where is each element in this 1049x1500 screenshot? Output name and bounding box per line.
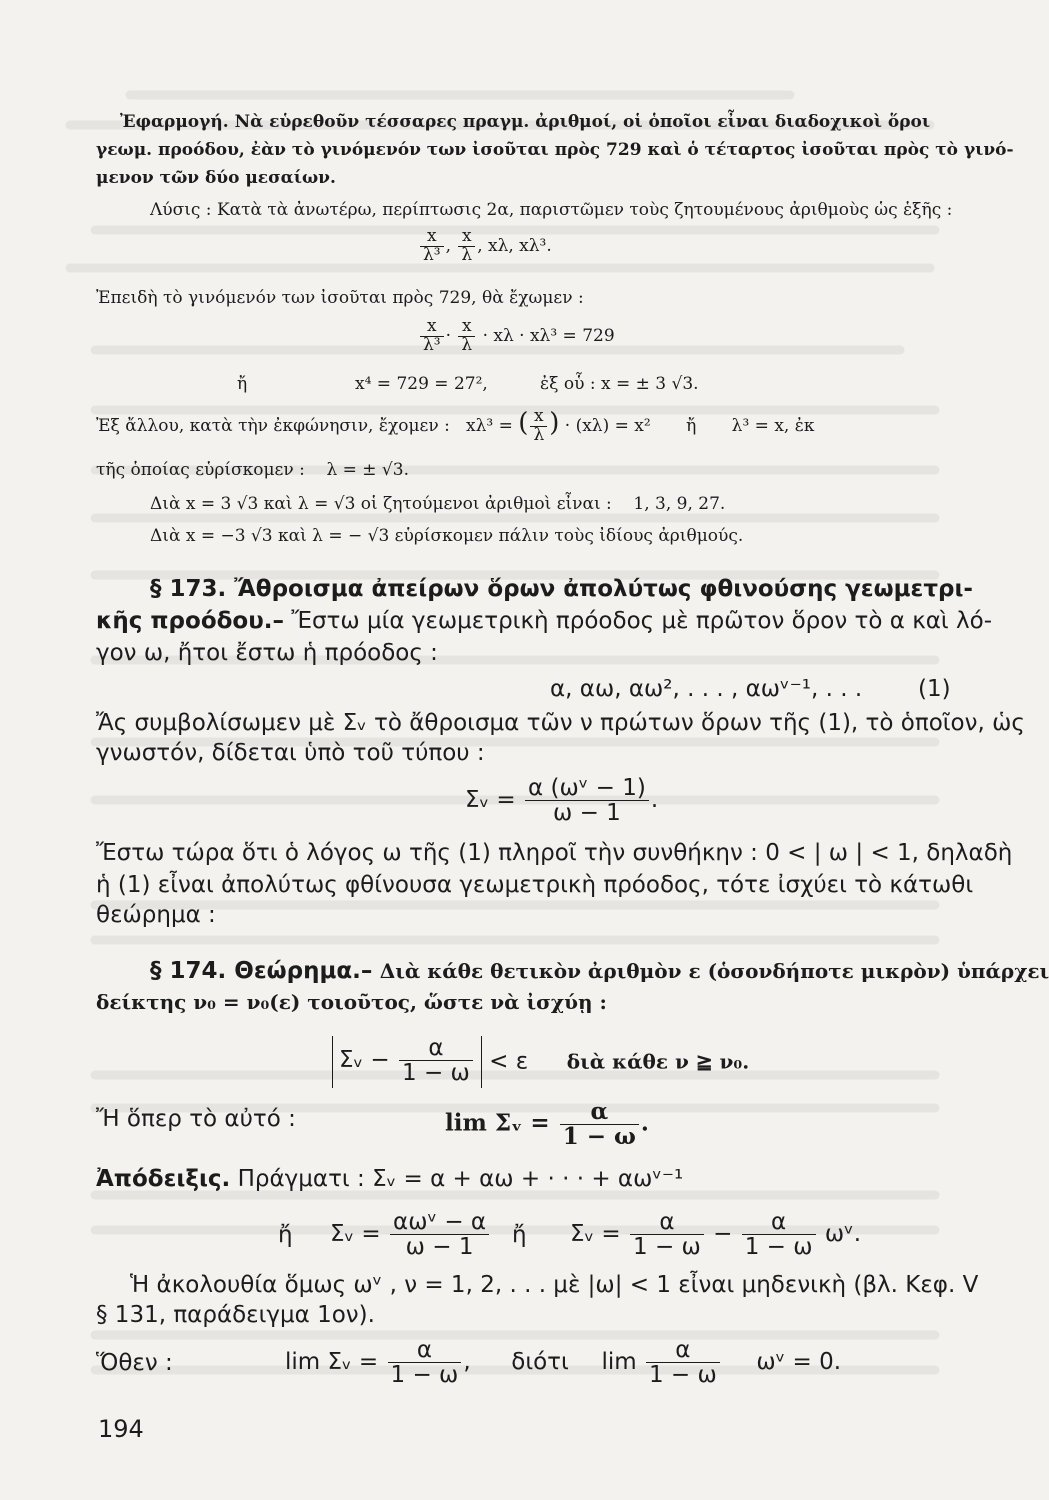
- section-174-line-2: δείκτης ν₀ = ν₀(ε) τοιοῦτος, ὥστε νὰ ἰσχύῃ :: [96, 990, 607, 1014]
- fromwhich-line: τῆς ὁποίας εὑρίσκομεν : λ = ± √3.: [96, 460, 409, 480]
- section-173-line-10: θεώρημα :: [96, 902, 216, 928]
- progression-sequence: α, αω, αω², . . . , αωᵛ⁻¹, . . .: [550, 676, 863, 702]
- or-word-3: ἤ: [512, 1222, 527, 1248]
- limit-statement: lim Σᵥ = $\frac{\alpha}{1 - \omega}$ .: [445, 1098, 649, 1151]
- page-number: 194: [98, 1415, 144, 1443]
- case-1: Διὰ x = 3 √3 καὶ λ = √3 οἱ ζητούμενοι ἀριθμοὶ εἶναι : 1, 3, 9, 27.: [150, 494, 726, 514]
- example-line-2: γεωμ. προόδου, ἐὰν τὸ γινόμενόν των ἰσοῦται πρὸς 729 καὶ ὁ τέταρτος ἰσοῦται πρὸς τὸ γινό-: [96, 140, 1014, 160]
- or-word-2: ἤ: [278, 1222, 293, 1248]
- theorem-inequality: Σᵥ − $\frac{\alpha}{1 - \omega}$ < ε διὰ κάθε ν ≧ ν₀.: [332, 1036, 749, 1088]
- whence-equation: ἐξ οὗ : x = ± 3 √3.: [540, 374, 699, 394]
- x4-equation: x⁴ = 729 = 27²,: [355, 374, 488, 394]
- section-173-line-8: Ἔστω τώρα ὅτι ὁ λόγος ω τῆς (1) πληροῖ τὴν συνθήκην : 0 < | ω | < 1, δηλαδὴ: [96, 840, 1013, 866]
- example-line-1: Ἐφαρμογή. Νὰ εὑρεθοῦν τέσσαρες πραγμ. ἀριθμοί, οἱ ὁποῖοι εἶναι διαδοχικοὶ ὅροι: [120, 112, 931, 132]
- partial-sum-rewrite: Σᵥ = $\frac{\text{αωᵛ − α}}{\omega - 1}$: [330, 1210, 491, 1259]
- section-173-line-5: Ἄς συμβολίσωμεν μὲ Σᵥ τὸ ἄθροισμα τῶν ν πρώτων ὅρων τῆς (1), τὸ ὁποῖον, ὡς: [96, 710, 1025, 736]
- section-173-line-6: γνωστόν, δίδεται ὑπὸ τοῦ τύπου :: [96, 740, 485, 766]
- section-173-line-3: γον ω, ἤτοι ἔστω ἡ πρόοδος :: [96, 640, 438, 666]
- other-line: Ἐξ ἄλλου, κατὰ τὴν ἐκφώνησιν, ἔχομεν : xλ³ = ( $\frac{x}{\lambda}$ ) · (xλ) = x² ἤ λ³ = x, ἐκ: [96, 406, 815, 445]
- or-word: ἤ: [237, 374, 248, 394]
- partial-sum-formula: Σᵥ = $\frac{\text{α (ωᵛ − 1)}}{\omega - 1}$ .: [465, 775, 659, 827]
- solution-terms: $\frac{x}{\text{λ³}}$ , $\frac{x}{\lambda}$ , xλ, xλ³.: [418, 228, 552, 265]
- null-sequence-line: Ἡ ἀκολουθία ὅμως ωᵛ , ν = 1, 2, . . . μὲ |ω| < 1 εἶναι μηδενικὴ (βλ. Κεφ. V: [130, 1272, 979, 1298]
- section-174-title: § 174. Θεώρημα.– Διὰ κάθε θετικὸν ἀριθμὸν ε (ὁσονδήποτε μικρὸν) ὑπάρχει: [150, 958, 1049, 984]
- equivalent-line: Ἤ ὅπερ τὸ αὐτό :: [96, 1106, 296, 1132]
- section-173-line-9: ἡ (1) εἶναι ἀπολύτως φθίνουσα γεωμετρικὴ πρόοδος, τότε ἰσχύει τὸ κάτωθι: [96, 872, 974, 898]
- partial-sum-split: Σᵥ = $\frac{\alpha}{1 - \omega}$ − $\frac{\alpha}{1 - \omega}$ ωᵛ.: [570, 1209, 862, 1261]
- solution-intro: Λύσις : Κατὰ τὰ ἀνωτέρω, περίπτωσις 2α, παριστῶμεν τοὺς ζητουμένους ἀριθμοὺς ὡς ἑξῆς :: [150, 200, 953, 220]
- section-173-title: § 173. Ἄθροισμα ἀπείρων ὅρων ἀπολύτως φθινούσης γεωμετρι-: [150, 576, 973, 602]
- example-line-3: μενον τῶν δύο μεσαίων.: [96, 168, 336, 188]
- hence-label: Ὅθεν :: [96, 1350, 173, 1376]
- final-limit: lim Σᵥ = $\frac{\alpha}{1 - \omega}$ , διότι lim $\frac{\alpha}{1 - \omega}$ ωᵛ = 0.: [285, 1337, 842, 1389]
- null-sequence-line-2: § 131, παράδειγμα 1ον).: [96, 1302, 375, 1328]
- equation-tag-1: (1): [918, 676, 951, 702]
- since-line: Ἐπειδὴ τὸ γινόμενόν των ἰσοῦται πρὸς 729, θὰ ἔχωμεν :: [96, 288, 584, 308]
- product-equation: $\frac{x}{\text{λ³}}$ · $\frac{x}{\lambda}$ · xλ · xλ³ = 729: [418, 318, 615, 355]
- case-2: Διὰ x = −3 √3 καὶ λ = − √3 εὑρίσκομεν πάλιν τοὺς ἰδίους ἀριθμούς.: [150, 526, 744, 546]
- section-173-line-2: κῆς προόδου.– Ἔστω μία γεωμετρικὴ πρόοδος μὲ πρῶτον ὅρον τὸ α καὶ λό-: [96, 608, 993, 634]
- proof-line: Ἀπόδειξις. Πράγματι : Σᵥ = α + αω + · · · + αωᵛ⁻¹: [96, 1166, 684, 1192]
